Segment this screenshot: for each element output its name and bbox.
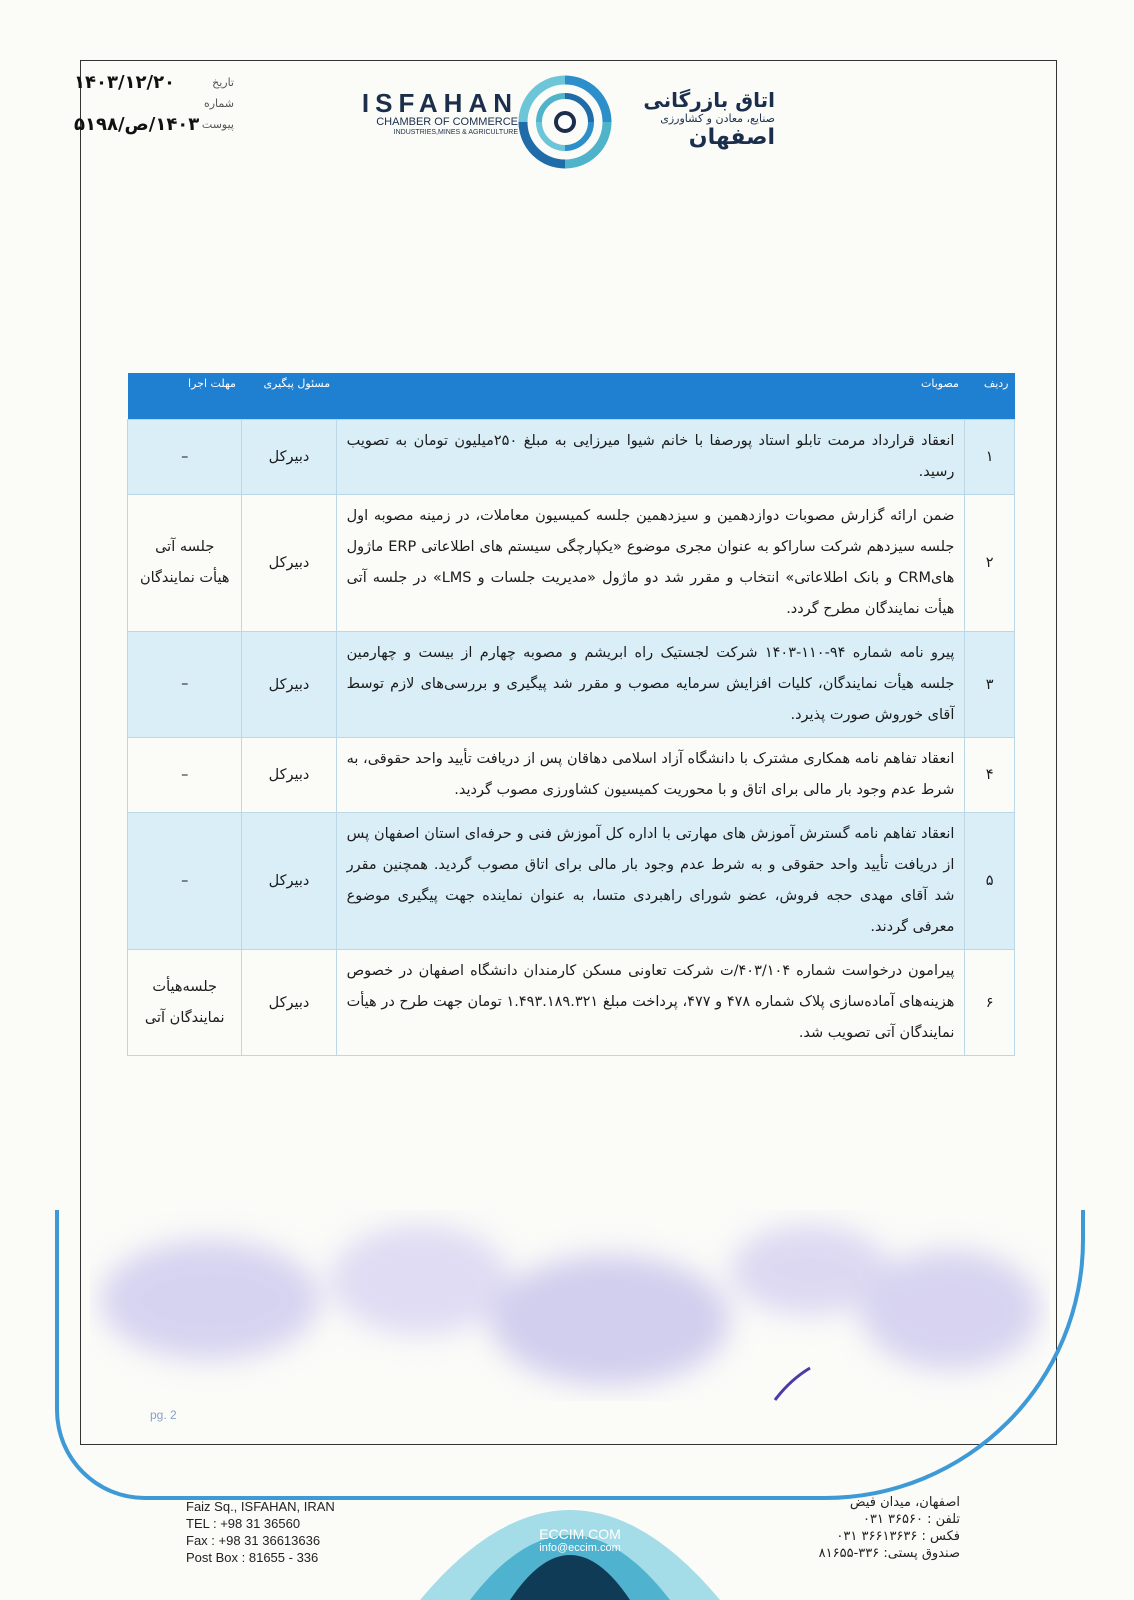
number-row <box>74 95 244 116</box>
footer-tel: TEL : +98 31 36560 <box>186 1516 301 1531</box>
logo-fa-title: اتاق بازرگانی <box>643 88 775 112</box>
chamber-logo-icon <box>515 72 615 172</box>
logo-english-text <box>358 90 518 136</box>
table-row <box>128 495 1015 632</box>
footer-web <box>500 1526 660 1555</box>
row-deadline: جلسه آتی هیأت نمایندگان <box>128 495 242 632</box>
row-resolution: پیرو نامه شماره ۹۴-۱۱۰-۱۴۰۳ شرکت لجستیک راه ابریشم و مصوبه چهارم از بیست و چهارمین جلسه هیأت نمایندگان، کلیات افزایش سرمایه مصوب و مقرر شد پیگیری و بررسی‌های لازم توسط آقای خوروش صورت پذیرد. <box>336 632 965 738</box>
row-deadline: – <box>128 632 242 738</box>
col-header-resolutions: مصوبات <box>336 373 965 420</box>
number-value: ۱۴۰۳/ص/۵۱۹۸ <box>74 114 200 135</box>
attachment-label: پیوست <box>201 118 234 131</box>
footer-pobox: Post Box : 81655 - 336 <box>186 1550 319 1565</box>
logo-fa-city: اصفهان <box>688 125 775 150</box>
row-owner: دبیرکل <box>242 495 336 632</box>
logo-persian-text <box>615 88 775 150</box>
row-resolution: پیرامون درخواست شماره ۴۰۳/۱۰۴/ت شرکت تعاونی مسکن کارمندان دانشگاه اصفهان در خصوص هزینه‌های آماده‌سازی پلاک شماره ۴۷۸ و ۴۷۷، پرداخت مبلغ ۱.۴۹۳.۱۸۹.۳۲۱ تومان جهت طرح در هیأت نمایندگان آتی تصویب شد. <box>336 950 965 1056</box>
date-label: تاریخ <box>212 76 234 89</box>
row-deadline: جلسه‌هیأت نمایندگان آتی <box>128 950 242 1056</box>
footer-fa-pobox: صندوق پستی: ۳۳۶-۸۱۶۵۵ <box>818 1546 960 1561</box>
table-row <box>128 950 1015 1056</box>
row-number: ۲ <box>965 495 1015 632</box>
footer-logo-art-icon <box>380 1440 760 1600</box>
footer-persian-contact <box>760 1494 960 1562</box>
table-row <box>128 738 1015 813</box>
email-link[interactable]: info@eccim.com <box>539 1542 621 1554</box>
row-number: ۱ <box>965 420 1015 495</box>
row-owner: دبیرکل <box>242 950 336 1056</box>
col-header-owner: مسئول پیگیری <box>242 373 336 420</box>
row-owner: دبیرکل <box>242 738 336 813</box>
row-number: ۶ <box>965 950 1015 1056</box>
footer-fa-tel: تلفن : ۳۶۵۶۰ ۰۳۱ <box>862 1512 960 1527</box>
row-number: ۴ <box>965 738 1015 813</box>
logo-fa-line1: صنایع، معادن و کشاورزی <box>660 112 775 125</box>
col-header-deadline: مهلت اجرا <box>128 373 242 420</box>
row-resolution: انعقاد قرارداد مرمت تابلو استاد پورصفا با خانم شیوا میرزایی به مبلغ ۲۵۰میلیون تومان به تصویب رسید. <box>336 420 965 495</box>
table-row <box>128 813 1015 950</box>
footer-fa-address: اصفهان، میدان فیض <box>849 1495 960 1510</box>
row-owner: دبیرکل <box>242 420 336 495</box>
date-value: ۱۴۰۳/۱۲/۲۰ <box>74 72 176 93</box>
col-header-row: ردیف <box>965 373 1015 420</box>
blurred-stamp-region <box>90 1210 1050 1410</box>
number-label: شماره <box>203 97 234 110</box>
attachment-row <box>74 116 244 137</box>
footer-english-contact <box>186 1498 335 1566</box>
row-resolution: انعقاد تفاهم نامه همکاری مشترک با دانشگاه آزاد اسلامی دهاقان پس از دریافت تأیید واحد حقوقی، به شرط عدم وجود بار مالی برای اتاق و با محوریت کمیسیون کشاورزی مصوب گردید. <box>336 738 965 813</box>
table-header-row <box>128 373 1015 420</box>
row-deadline: – <box>128 420 242 495</box>
footer-fa-fax: فکس : ۳۶۶۱۳۶۳۶ ۰۳۱ <box>836 1529 960 1544</box>
letter-meta <box>74 74 244 137</box>
row-resolution: انعقاد تفاهم نامه گسترش آموزش های مهارتی با اداره کل آموزش فنی و حرفه‌ای استان اصفهان پس از دریافت تأیید واحد حقوقی و به شرط عدم وجود بار مالی برای اتاق مصوب گردید. همچنین مقرر شد آقای مهدی حجه فروش، عضو شورای راهبردی متسا، به عنوان نماینده جهت پیگیری موضوع معرفی گردند. <box>336 813 965 950</box>
footer-address: Faiz Sq., ISFAHAN, IRAN <box>186 1499 335 1514</box>
row-owner: دبیرکل <box>242 632 336 738</box>
date-row <box>74 74 244 95</box>
row-number: ۵ <box>965 813 1015 950</box>
row-number: ۳ <box>965 632 1015 738</box>
page-number: pg. 2 <box>150 1408 177 1422</box>
website-link[interactable]: ECCIM.COM <box>539 1526 621 1542</box>
resolutions-table <box>127 373 1015 1056</box>
table-row <box>128 420 1015 495</box>
row-deadline: – <box>128 813 242 950</box>
table-row <box>128 632 1015 738</box>
row-deadline: – <box>128 738 242 813</box>
row-resolution: ضمن ارائه گزارش مصوبات دوازدهمین و سیزدهمین جلسه کمیسیون معاملات، در زمینه مصوبه اول جلسه سیزدهم شرکت ساراکو به عنوان مجری موضوع «یکپارچگی سیستم های اطلاعاتی ERP ماژول هایCRM و بانک اطلاعاتی» انتخاب و مقرر شد دو ماژول «مدیریت جلسات و LMS» در جلسه آتی هیأت نمایندگان مطرح گردد. <box>336 495 965 632</box>
row-owner: دبیرکل <box>242 813 336 950</box>
signature-stroke <box>775 1368 810 1400</box>
footer-fax: Fax : +98 31 36613636 <box>186 1533 321 1548</box>
logo-en-line2: INDUSTRIES,MINES & AGRICULTURE <box>393 129 518 136</box>
logo-en-title: ISFAHAN <box>361 88 518 118</box>
logo-en-line1: CHAMBER OF COMMERCE <box>376 116 518 128</box>
